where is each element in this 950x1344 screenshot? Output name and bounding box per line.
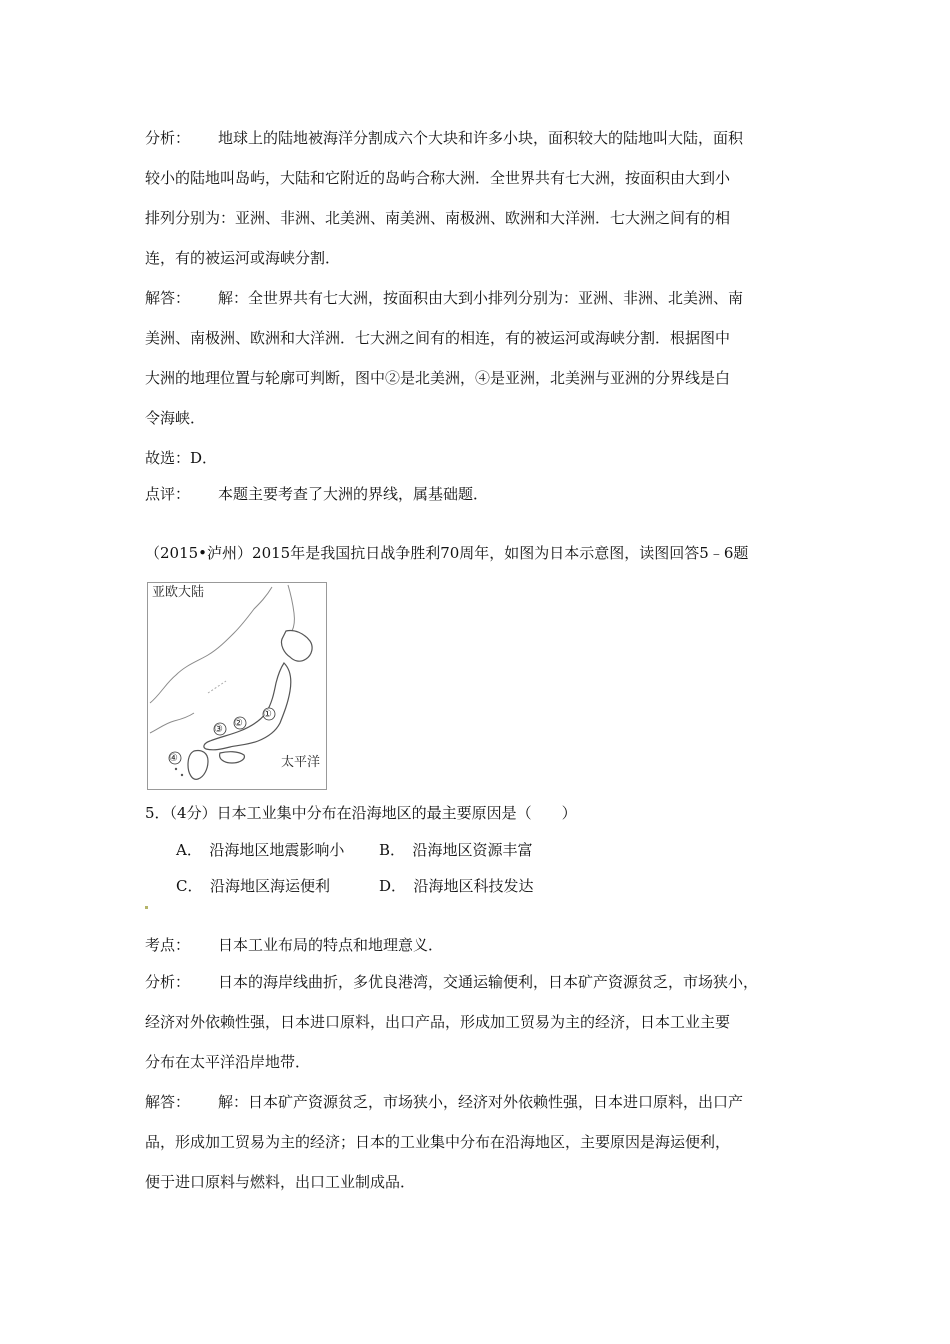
map-marker-4: ④ (169, 753, 178, 764)
answer2-line-3: 便于进口原料与燃料，出口工业制成品． (145, 1173, 416, 1191)
answer1-text-1: 解：全世界共有七大洲，按面积由大到小排列分别为：亚洲、非洲、北美洲、南 (218, 289, 744, 307)
answer1-line-4: 令海峡． (145, 409, 206, 427)
answer1-label: 解答： (145, 289, 191, 307)
answer2-text-1: 解：日本矿产资源贫乏，市场狭小，经济对外依赖性强，日本进口原料，出口产 (218, 1093, 744, 1111)
analysis1-line-3: 排列分别为：亚洲、非洲、北美洲、南美洲、南极洲、欧洲和大洋洲．七大洲之间有的相 (145, 209, 731, 227)
point2-label: 考点： (145, 936, 191, 954)
analysis1-text-1: 地球上的陆地被海洋分割成六个大块和许多小块，面积较大的陆地叫大陆，面积 (218, 129, 744, 147)
comment1-text: 本题主要考查了大洲的界线，属基础题． (218, 485, 489, 503)
analysis1-line-2: 较小的陆地叫岛屿，大陆和它附近的岛屿合称大洲．全世界共有七大洲，按面积由大到小 (145, 169, 731, 187)
answer2-label: 解答： (145, 1093, 191, 1111)
speck-mark (145, 906, 148, 909)
point2-text: 日本工业布局的特点和地理意义． (218, 936, 444, 954)
answer1-line-3: 大洲的地理位置与轮廓可判断，图中②是北美洲，④是亚洲，北美洲与亚洲的分界线是白 (145, 369, 731, 387)
answer2-line-1 (145, 1092, 743, 1112)
question5-stem: 5．（4分）日本工业集中分布在沿海地区的最主要原因是（ ） (145, 804, 577, 822)
map-marker-1: ① (263, 709, 272, 720)
map-marker-3: ③ (214, 724, 223, 735)
japan-map-figure (147, 582, 327, 790)
analysis2-line-2: 经济对外依赖性强，日本进口原料，出口产品，形成加工贸易为主的经济，日本工业主要 (145, 1013, 731, 1031)
question5-option-d: D． 沿海地区科技发达 (379, 877, 534, 895)
map-label-ocean: 太平洋 (281, 755, 321, 770)
answer2-line-2: 品，形成加工贸易为主的经济；日本的工业集中分布在沿海地区，主要原因是海运便利， (145, 1133, 731, 1151)
map-marker-2: ② (234, 718, 243, 729)
question5-option-c: C． 沿海地区海运便利 (176, 877, 330, 895)
comment1-line (145, 484, 488, 504)
choice1: 故选：D． (145, 449, 218, 467)
analysis2-line-3: 分布在太平洋沿岸地带． (145, 1053, 311, 1071)
analysis1-label: 分析： (145, 129, 191, 147)
point2-line (145, 935, 443, 955)
question-intro: （2015•泸州）2015年是我国抗日战争胜利70周年，如图为日本示意图，读图回答5﹣6题 (145, 544, 749, 562)
map-label-continent: 亚欧大陆 (152, 585, 205, 600)
comment1-label: 点评： (145, 485, 191, 503)
question5-option-b: B． 沿海地区资源丰富 (379, 841, 533, 859)
analysis2-label: 分析： (145, 973, 191, 991)
answer1-line-2: 美洲、南极洲、欧洲和大洋洲．七大洲之间有的相连，有的被运河或海峡分割．根据图中 (145, 329, 731, 347)
analysis1-line-1 (145, 128, 743, 148)
answer1-line-1 (145, 288, 743, 308)
analysis2-text-1: 日本的海岸线曲折，多优良港湾，交通运输便利，日本矿产资源贫乏，市场狭小， (218, 973, 759, 991)
analysis2-line-1 (145, 972, 758, 992)
question5-option-a: A． 沿海地区地震影响小 (176, 841, 345, 859)
analysis1-line-4: 连，有的被运河或海峡分割． (145, 249, 341, 267)
